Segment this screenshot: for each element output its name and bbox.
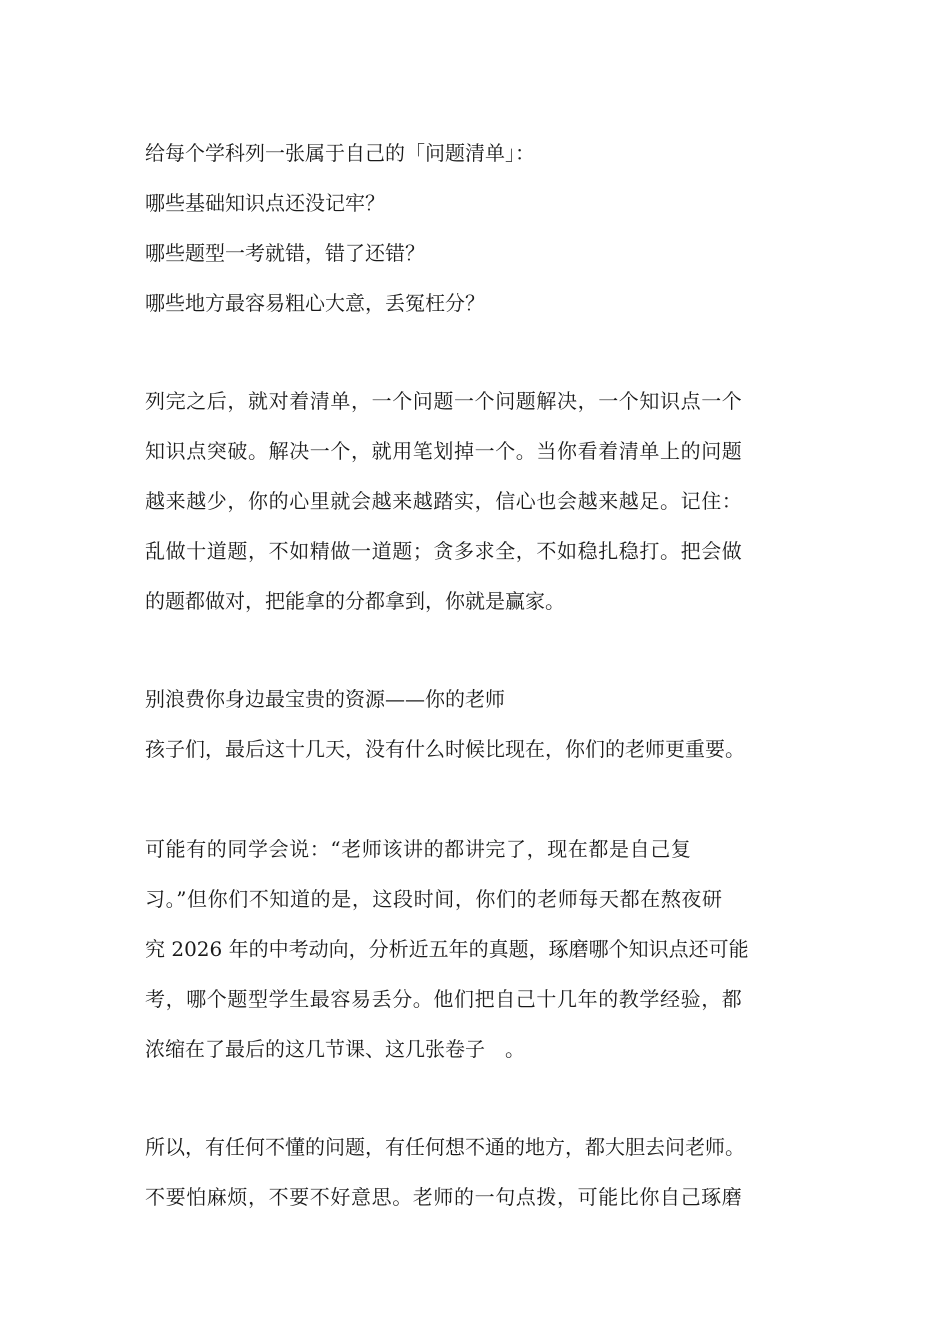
text-line: 可能有的同学会说：“老师该讲的都讲完了，现在都是自己复 xyxy=(145,837,692,861)
text-line: 浓缩在了最后的这几节课、这几张卷子 。 xyxy=(145,1037,525,1061)
text-line: 知识点突破。解决一个，就用笔划掉一个。当你看着清单上的问题 xyxy=(145,439,743,463)
text-line: 不要怕麻烦，不要不好意思。老师的一句点拨，可能比你自己琢磨 xyxy=(145,1185,743,1209)
text-line: 哪些基础知识点还没记牢？ xyxy=(145,191,385,215)
text-line: 孩子们，最后这十几天，没有什么时候比现在，你们的老师更重要。 xyxy=(145,737,745,761)
text-line: 给每个学科列一张属于自己的「问题清单」： xyxy=(145,141,535,165)
text-line: 所以，有任何不懂的问题，有任何想不通的地方，都大胆去问老师。 xyxy=(145,1135,745,1159)
text-line: 哪些题型一考就错，错了还错？ xyxy=(145,241,425,265)
text-line: 列完之后，就对着清单，一个问题一个问题解决，一个知识点一个 xyxy=(145,389,743,413)
text-line: 乱做十道题，不如精做一道题；贪多求全，不如稳扎稳打。把会做 xyxy=(145,539,743,563)
text-line: 哪些地方最容易粗心大意，丢冤枉分？ xyxy=(145,291,485,315)
text-line: 考，哪个题型学生最容易丢分。他们把自己十几年的教学经验，都 xyxy=(145,987,743,1011)
text-line: 究 2026 年的中考动向，分析近五年的真题，琢磨哪个知识点还可能 xyxy=(145,937,749,961)
text-line: 的题都做对，把能拿的分都拿到，你就是赢家。 xyxy=(145,589,565,613)
text-line: 越来越少，你的心里就会越来越踏实，信心也会越来越足。记住： xyxy=(145,489,743,513)
text-line: 习。”但你们不知道的是，这段时间，你们的老师每天都在熬夜研 xyxy=(145,887,723,911)
section-heading: 别浪费你身边最宝贵的资源——你的老师 xyxy=(145,687,505,711)
